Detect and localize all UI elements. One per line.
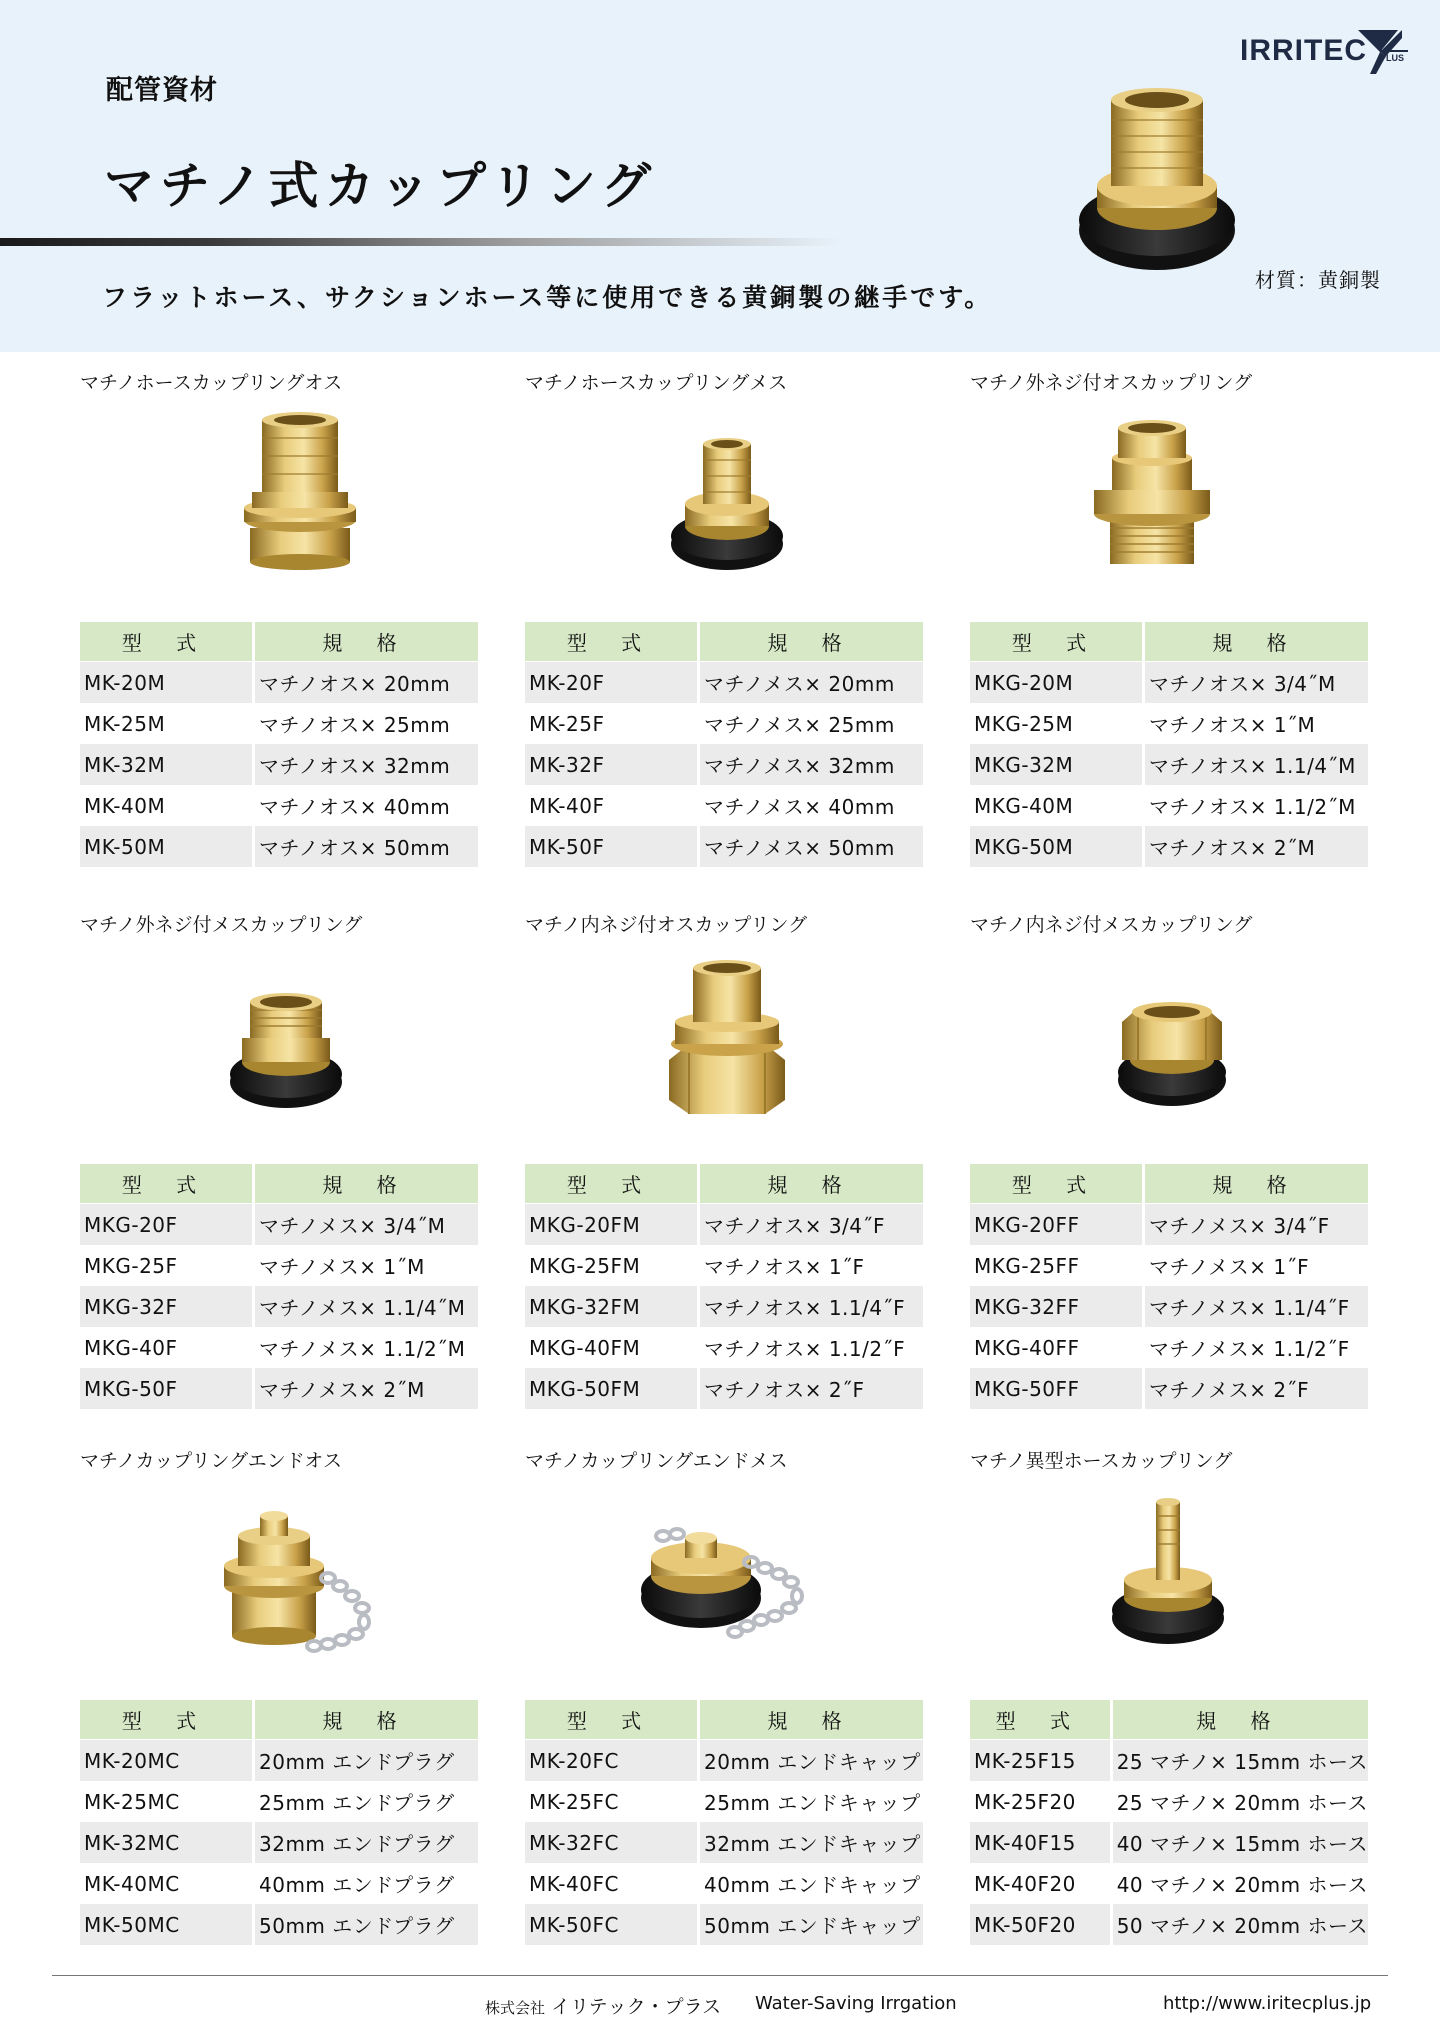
table-row xyxy=(525,1286,923,1327)
table-row xyxy=(80,1327,478,1368)
spec-cell: マチノメス× 1.1/2˝F xyxy=(1142,1327,1368,1368)
model-cell: MKG-40M xyxy=(974,793,1074,818)
spec-cell: マチノメス× 3/4˝M xyxy=(252,1204,478,1245)
model-cell: MKG-20F xyxy=(80,1204,252,1245)
table-row xyxy=(970,744,1368,785)
model-cell: MK-40M xyxy=(84,793,166,818)
product-image-female-thread-coupling xyxy=(80,950,478,1120)
column-header-model: 型 式 xyxy=(970,622,1142,662)
column-header-spec: 規 格 xyxy=(697,1700,923,1740)
table-row xyxy=(970,703,1368,744)
table-row xyxy=(525,1245,923,1286)
product-image-male-thread-coupling xyxy=(970,408,1368,578)
spec-cell: マチノメス× 50mm xyxy=(697,826,923,867)
table-row xyxy=(970,826,1368,867)
section-title: マチノ内ネジ付メスカップリング xyxy=(970,914,1253,936)
spec-cell: マチノオス× 1.1/4˝F xyxy=(697,1286,923,1327)
column-header-spec: 規 格 xyxy=(697,622,923,662)
model-cell: MK-40FC xyxy=(529,1871,619,1896)
company-name: イリテック・プラス xyxy=(551,1996,722,2018)
column-header-spec: 規 格 xyxy=(1110,1700,1368,1740)
model-cell: MK-25FC xyxy=(529,1789,619,1814)
page-subtitle: フラットホース、サクションホース等に使用できる黄銅製の継手です。 xyxy=(102,283,993,312)
table-row xyxy=(970,1904,1368,1945)
page-header xyxy=(0,0,1440,352)
column-header-spec: 規 格 xyxy=(697,1164,923,1204)
spec-cell: マチノメス× 40mm xyxy=(697,785,923,826)
column-header-model: 型 式 xyxy=(525,1164,697,1204)
spec-cell: 32mm エンドプラグ xyxy=(252,1822,478,1863)
model-cell: MK-50FC xyxy=(525,1904,697,1945)
spec-cell: マチノメス× 20mm xyxy=(697,662,923,703)
model-cell: MKG-20FF xyxy=(970,1204,1142,1245)
model-cell: MKG-32FF xyxy=(970,1286,1142,1327)
spec-cell: マチノオス× 32mm xyxy=(252,744,478,785)
spec-cell: マチノオス× 20mm xyxy=(252,662,478,703)
logo-arrow-icon xyxy=(1350,26,1410,78)
model-cell: MK-50M xyxy=(80,826,252,867)
spec-cell: マチノオス× 3/4˝F xyxy=(697,1204,923,1245)
table-row xyxy=(525,1368,923,1409)
column-header-spec: 規 格 xyxy=(252,1164,478,1204)
model-cell: MK-25F20 xyxy=(974,1789,1076,1814)
section-title: マチノカップリングエンドメス xyxy=(525,1450,788,1472)
spec-cell: マチノメス× 1.1/2˝M xyxy=(252,1327,478,1368)
table-row xyxy=(970,1740,1368,1781)
spec-cell: マチノメス× 1.1/4˝F xyxy=(1142,1286,1368,1327)
table-row xyxy=(525,744,923,785)
table-row xyxy=(970,1822,1368,1863)
spec-cell: マチノオス× 40mm xyxy=(252,785,478,826)
spec-cell: マチノメス× 2˝F xyxy=(1142,1368,1368,1409)
model-cell: MKG-40FM xyxy=(529,1335,641,1360)
model-cell: MKG-40FF xyxy=(974,1335,1080,1360)
model-cell: MK-40F xyxy=(529,793,605,818)
product-image-male-inner-thread-coupling xyxy=(525,950,923,1120)
section-title: マチノ内ネジ付オスカップリング xyxy=(525,914,808,936)
model-cell: MK-20F xyxy=(525,662,697,703)
spec-cell: 40mm エンドキャップ xyxy=(697,1863,923,1904)
table-row xyxy=(80,1740,478,1781)
logo-plus-text: PLUS xyxy=(1380,53,1405,63)
spec-cell: マチノオス× 2˝F xyxy=(697,1368,923,1409)
footer-company xyxy=(485,1992,721,2019)
model-cell: MKG-50FM xyxy=(525,1368,697,1409)
table-row xyxy=(970,1286,1368,1327)
table-row xyxy=(80,1781,478,1822)
model-cell: MK-25F15 xyxy=(970,1740,1110,1781)
spec-cell: 40mm エンドプラグ xyxy=(252,1863,478,1904)
table-row xyxy=(80,1286,478,1327)
table-row xyxy=(525,1327,923,1368)
spec-cell: マチノメス× 32mm xyxy=(697,744,923,785)
column-header-spec: 規 格 xyxy=(1142,1164,1368,1204)
model-cell: MK-40F20 xyxy=(974,1871,1076,1896)
footer-url-link[interactable]: http://www.iritecplus.jp xyxy=(1163,1993,1372,2014)
spec-cell: マチノオス× 1˝M xyxy=(1142,703,1368,744)
spec-table xyxy=(525,622,923,867)
model-cell: MKG-25FM xyxy=(529,1253,641,1278)
spec-cell: マチノオス× 3/4˝M xyxy=(1142,662,1368,703)
column-header-model: 型 式 xyxy=(525,622,697,662)
model-cell: MKG-32M xyxy=(970,744,1142,785)
table-row xyxy=(525,1740,923,1781)
table-row xyxy=(525,1863,923,1904)
spec-cell: マチノオス× 1˝F xyxy=(697,1245,923,1286)
table-row xyxy=(970,1327,1368,1368)
hero-coupling-image xyxy=(1075,80,1240,280)
spec-table xyxy=(970,622,1368,867)
spec-cell: マチノメス× 1˝F xyxy=(1142,1245,1368,1286)
column-header-model: 型 式 xyxy=(80,1700,252,1740)
column-header-model: 型 式 xyxy=(970,1700,1110,1740)
product-image-female-inner-thread-coupling xyxy=(970,950,1368,1120)
model-cell: MKG-25M xyxy=(974,711,1074,736)
table-row xyxy=(80,1904,478,1945)
model-cell: MKG-50FF xyxy=(970,1368,1142,1409)
footer-tagline: Water-Saving Irrgation xyxy=(755,1993,957,2014)
table-row xyxy=(80,1863,478,1904)
model-cell: MKG-50F xyxy=(80,1368,252,1409)
section-title: マチノホースカップリングメス xyxy=(525,372,788,394)
spec-cell: 50mm エンドプラグ xyxy=(252,1904,478,1945)
spec-cell: マチノオス× 50mm xyxy=(252,826,478,867)
table-row xyxy=(80,662,478,703)
page-title: マチノ式カップリング xyxy=(104,156,657,215)
table-row xyxy=(970,1204,1368,1245)
model-cell: MK-32MC xyxy=(80,1822,252,1863)
model-cell: MK-40MC xyxy=(84,1871,180,1896)
spec-table xyxy=(970,1700,1368,1945)
table-row xyxy=(80,744,478,785)
column-header-spec: 規 格 xyxy=(1142,622,1368,662)
column-header-spec: 規 格 xyxy=(252,1700,478,1740)
table-row xyxy=(80,1204,478,1245)
table-row xyxy=(80,1822,478,1863)
model-cell: MKG-50M xyxy=(970,826,1142,867)
model-cell: MK-20MC xyxy=(80,1740,252,1781)
spec-cell: 50 マチノ× 20mm ホース xyxy=(1110,1904,1368,1945)
spec-cell: 25 マチノ× 15mm ホース xyxy=(1110,1740,1368,1781)
model-cell: MK-32F xyxy=(525,744,697,785)
product-image-reducer-hose-coupling xyxy=(970,1486,1368,1656)
model-cell: MKG-25F xyxy=(84,1253,178,1278)
spec-cell: マチノメス× 25mm xyxy=(697,703,923,744)
spec-cell: マチノメス× 1.1/4˝M xyxy=(252,1286,478,1327)
column-header-model: 型 式 xyxy=(970,1164,1142,1204)
irritec-logo xyxy=(1240,26,1415,80)
model-cell: MKG-20M xyxy=(970,662,1142,703)
spec-cell: 32mm エンドキャップ xyxy=(697,1822,923,1863)
spec-cell: マチノメス× 3/4˝F xyxy=(1142,1204,1368,1245)
section-title: マチノ異型ホースカップリング xyxy=(970,1450,1233,1472)
spec-cell: マチノオス× 1.1/2˝M xyxy=(1142,785,1368,826)
table-row xyxy=(80,785,478,826)
spec-cell: マチノオス× 1.1/2˝F xyxy=(697,1327,923,1368)
model-cell: MK-50MC xyxy=(80,1904,252,1945)
table-row xyxy=(525,826,923,867)
spec-cell: 40 マチノ× 15mm ホース xyxy=(1110,1822,1368,1863)
section-title: マチノカップリングエンドオス xyxy=(80,1450,343,1472)
section-title: マチノホースカップリングオス xyxy=(80,372,343,394)
product-image-male-hose-coupling xyxy=(80,408,478,578)
model-cell: MKG-40F xyxy=(84,1335,178,1360)
model-cell: MKG-32F xyxy=(80,1286,252,1327)
model-cell: MK-32FC xyxy=(525,1822,697,1863)
model-cell: MKG-25FF xyxy=(974,1253,1080,1278)
column-header-model: 型 式 xyxy=(525,1700,697,1740)
spec-table xyxy=(80,622,478,867)
table-row xyxy=(80,1245,478,1286)
model-cell: MK-20FC xyxy=(525,1740,697,1781)
spec-table xyxy=(525,1700,923,1945)
model-cell: MK-25MC xyxy=(84,1789,180,1814)
model-cell: MK-25F xyxy=(529,711,605,736)
product-image-end-cap xyxy=(525,1486,923,1656)
spec-cell: 50mm エンドキャップ xyxy=(697,1904,923,1945)
material-note: 材質：黄銅製 xyxy=(1255,268,1381,292)
spec-cell: 20mm エンドプラグ xyxy=(252,1740,478,1781)
spec-cell: 40 マチノ× 20mm ホース xyxy=(1110,1863,1368,1904)
spec-cell: マチノオス× 1.1/4˝M xyxy=(1142,744,1368,785)
table-row xyxy=(970,1863,1368,1904)
model-cell: MK-50F xyxy=(525,826,697,867)
section-title: マチノ外ネジ付メスカップリング xyxy=(80,914,363,936)
table-row xyxy=(525,662,923,703)
table-row xyxy=(525,1204,923,1245)
product-image-end-plug xyxy=(80,1486,478,1656)
section-title: マチノ外ネジ付オスカップリング xyxy=(970,372,1253,394)
model-cell: MK-20M xyxy=(80,662,252,703)
table-row xyxy=(970,785,1368,826)
model-cell: MKG-20FM xyxy=(525,1204,697,1245)
table-row xyxy=(970,1245,1368,1286)
table-row xyxy=(970,1368,1368,1409)
spec-cell: マチノメス× 2˝M xyxy=(252,1368,478,1409)
spec-cell: 25mm エンドプラグ xyxy=(252,1781,478,1822)
table-row xyxy=(80,1368,478,1409)
model-cell: MK-50F20 xyxy=(970,1904,1110,1945)
model-cell: MK-40F15 xyxy=(970,1822,1110,1863)
model-cell: MK-32M xyxy=(80,744,252,785)
table-row xyxy=(525,785,923,826)
spec-table xyxy=(80,1164,478,1409)
logo-wordmark: IRRITEC xyxy=(1240,34,1367,67)
spec-cell: マチノオス× 2˝M xyxy=(1142,826,1368,867)
table-row xyxy=(970,662,1368,703)
footer-divider xyxy=(52,1975,1388,1976)
spec-table xyxy=(525,1164,923,1409)
spec-cell: 20mm エンドキャップ xyxy=(697,1740,923,1781)
company-prefix: 株式会社 xyxy=(485,1999,546,2017)
spec-cell: マチノメス× 1˝M xyxy=(252,1245,478,1286)
table-row xyxy=(525,1781,923,1822)
column-header-model: 型 式 xyxy=(80,1164,252,1204)
column-header-model: 型 式 xyxy=(80,622,252,662)
table-row xyxy=(525,703,923,744)
table-row xyxy=(525,1904,923,1945)
table-row xyxy=(80,703,478,744)
model-cell: MK-25M xyxy=(84,711,166,736)
model-cell: MKG-32FM xyxy=(525,1286,697,1327)
table-row xyxy=(80,826,478,867)
table-row xyxy=(525,1822,923,1863)
spec-table xyxy=(970,1164,1368,1409)
table-row xyxy=(970,1781,1368,1822)
title-divider xyxy=(0,238,840,246)
spec-table xyxy=(80,1700,478,1945)
spec-cell: 25mm エンドキャップ xyxy=(697,1781,923,1822)
column-header-spec: 規 格 xyxy=(252,622,478,662)
spec-cell: 25 マチノ× 20mm ホース xyxy=(1110,1781,1368,1822)
spec-cell: マチノオス× 25mm xyxy=(252,703,478,744)
product-image-female-hose-coupling xyxy=(525,408,923,578)
category-label: 配管資材 xyxy=(106,75,218,106)
